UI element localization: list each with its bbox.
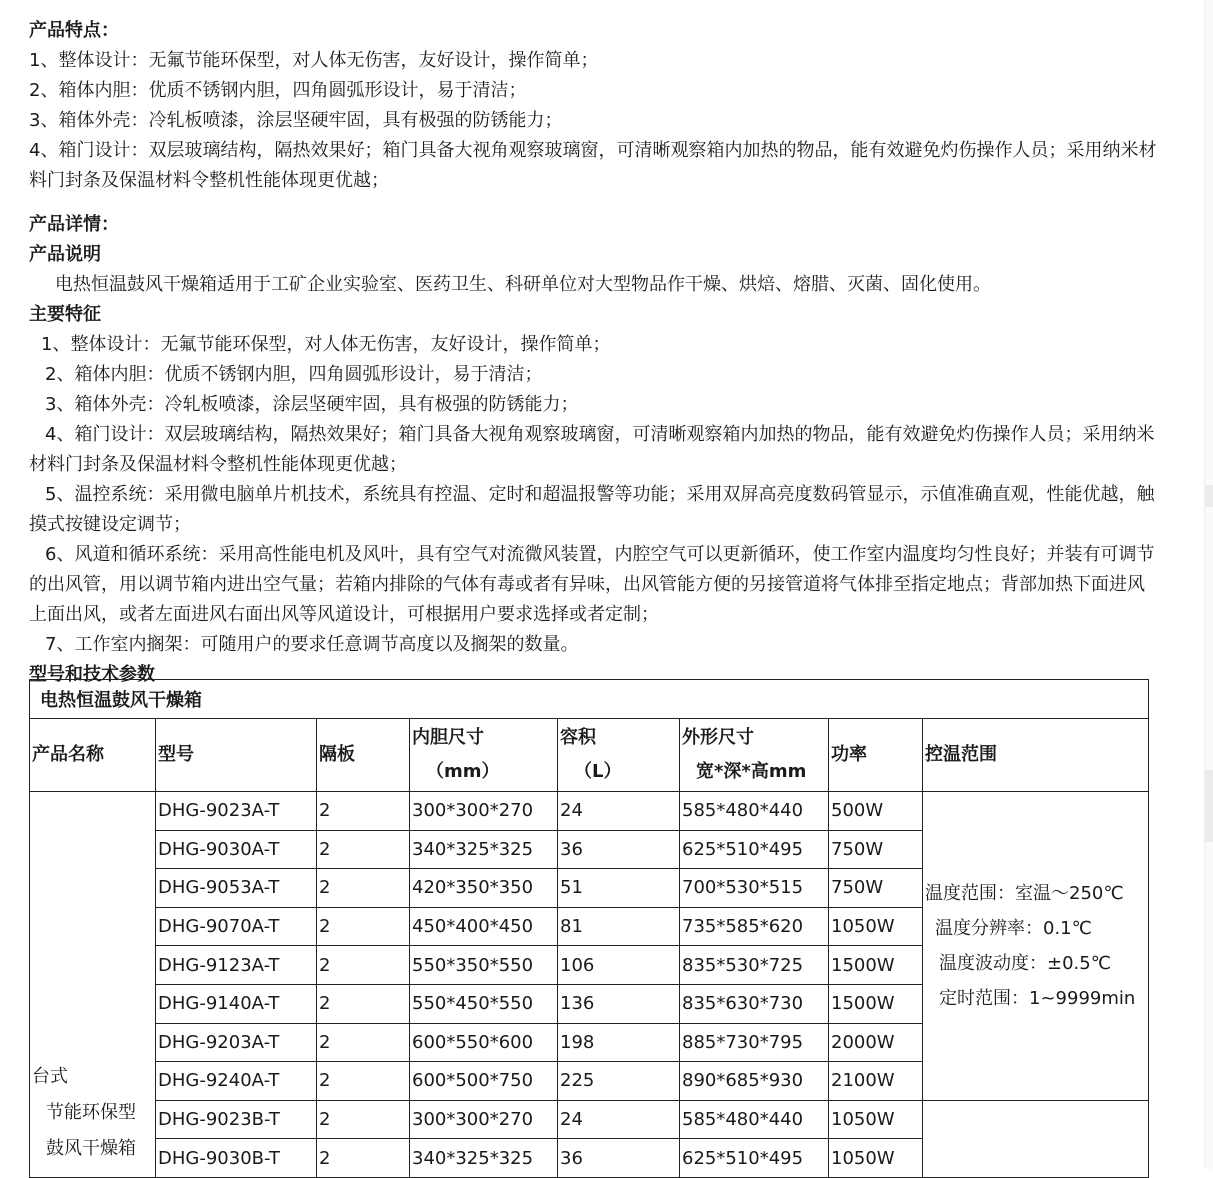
header-name: 产品名称 [30,719,156,792]
main-feature-item: 4、箱门设计：双层玻璃结构，隔热效果好；箱门具备大视角观察玻璃窗，可清晰观察箱内加热的物品，能有效避免灼伤操作人员；采用纳米材料门封条及保温材料令整机性能体现更优越； [29,424,1155,475]
table-title: 电热恒温鼓风干燥箱 [30,680,1149,719]
details-heading: 产品详情： [29,214,119,235]
header-volume: 容积 （L） [558,719,680,792]
product-name-cell: 台式 节能环保型 鼓风干燥箱 [30,792,156,1178]
description-text: 电热恒温鼓风干燥箱适用于工矿企业实验室、医药卫生、科研单位对大型物品作干燥、烘焙、熔腊、灭菌、固化使用。 [55,274,991,295]
main-feature-item: 5、温控系统：采用微电脑单片机技术，系统具有控温、定时和超温报警等功能；采用双屏高亮度数码管显示，示值准确直观，性能优越，触摸式按键设定调节； [29,484,1155,535]
main-feature-item: 3、箱体外壳：冷轧板喷漆，涂层坚硬牢固，具有极强的防锈能力； [45,394,579,415]
product-document [29,16,1159,690]
main-feature-item: 1、整体设计：无氟节能环保型，对人体无伤害，友好设计，操作简单； [41,334,611,355]
table-row: DHG-9023B-T 2 300*300*270 24 585*480*440 1050W [30,1100,1149,1139]
feature-item: 4、箱门设计：双层玻璃结构，隔热效果好；箱门具备大视角观察玻璃窗，可清晰观察箱内加热的物品，能有效避免灼伤操作人员；采用纳米材料门封条及保温材料令整机性能体现更优越； [29,140,1157,191]
control-range-cell: 温度范围：室温～250℃ 温度分辨率：0.1℃ 温度波动度：±0.5℃ 定时范围：1~9999min [923,792,1149,1101]
table-row: 台式 节能环保型 鼓风干燥箱 DHG-9023A-T 2 300*300*270 24 585*480*440 500W 温度范围：室温～250℃ 温度分辨率：0.1℃ 温度波动度：±0.5℃ 定时范围：1~9999min [30,792,1149,831]
feature-item: 3、箱体外壳：冷轧板喷漆，涂层坚硬牢固，具有极强的防锈能力； [29,110,563,131]
table-row: DHG-9070A-T 2 450*400*450 81 735*585*620 1050W [30,907,1149,946]
header-model: 型号 [156,719,317,792]
scrollbar-mark [1205,770,1213,842]
header-power: 功率 [829,719,923,792]
header-inner: 内胆尺寸 （mm） [410,719,558,792]
control-range-cell-b [923,1100,1149,1177]
header-control: 控温范围 [923,719,1149,792]
header-shelf: 隔板 [317,719,410,792]
description-heading: 产品说明 [29,244,101,265]
feature-item: 2、箱体内胆：优质不锈钢内胆，四角圆弧形设计，易于清洁； [29,80,527,101]
table-row: DHG-9240A-T 2 600*500*750 225 890*685*930 2100W [30,1062,1149,1101]
vertical-scrollbar[interactable] [1204,0,1213,1169]
features-heading: 产品特点： [29,20,119,41]
table-row: DHG-9030B-T 2 340*325*325 36 625*510*495 1050W [30,1139,1149,1178]
table-row: DHG-9030A-T 2 340*325*325 36 625*510*495 750W [30,830,1149,869]
table-row: DHG-9140A-T 2 550*450*550 136 835*630*730 1500W [30,984,1149,1023]
table-row: DHG-9203A-T 2 600*550*600 198 885*730*795 2000W [30,1023,1149,1062]
main-features-heading: 主要特征 [29,304,101,325]
table-row: DHG-9053A-T 2 420*350*350 51 700*530*515 750W [30,869,1149,908]
table-header-row [30,719,1149,792]
main-feature-item: 7、工作室内搁架：可随用户的要求任意调节高度以及搁架的数量。 [45,634,579,655]
feature-item: 1、整体设计：无氟节能环保型，对人体无伤害，友好设计，操作简单； [29,50,599,71]
spec-heading: 型号和技术参数 [29,664,155,685]
header-outer: 外形尺寸 宽*深*高mm [680,719,829,792]
main-feature-item: 2、箱体内胆：优质不锈钢内胆，四角圆弧形设计，易于清洁； [45,364,543,385]
spec-table [29,679,1149,1178]
scrollbar-mark [1205,485,1213,507]
table-row: DHG-9123A-T 2 550*350*550 106 835*530*725 1500W [30,946,1149,985]
main-feature-item: 6、风道和循环系统：采用高性能电机及风叶，具有空气对流微风装置，内腔空气可以更新循环，使工作室内温度均匀性良好；并装有可调节的出风管，用以调节箱内进出空气量；若箱内排除的气体有毒或者有异味，出风管能方便的另接管道将气体排至指定地点；背部加热下面进风上面出风，或者左面进风右面出风等风道设计，可根据用户要求选择或者定制； [29,544,1155,625]
